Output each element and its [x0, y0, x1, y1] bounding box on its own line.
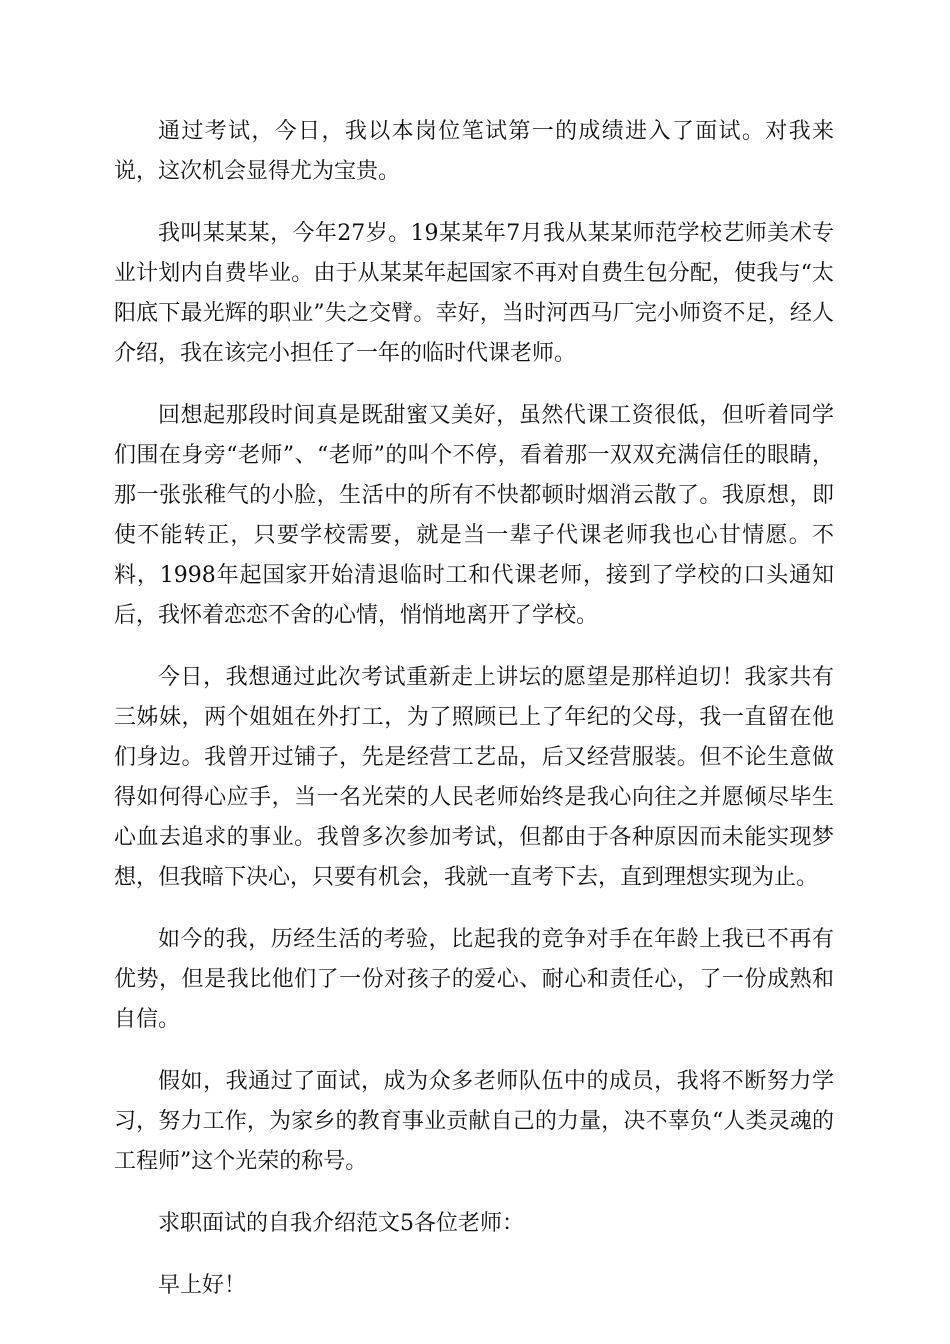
paragraph-self-introduction: 我叫某某某，今年27岁。19某某年7月我从某某师范学校艺师美术专业计划内自费毕业。由于从某某年起国家不再对自费生包分配，使我与“太阳底下最光辉的职业”失之交臂。幸好，当时河西马厂完小师资不足，经人介绍，我在该完小担任了一年的临时代课老师。	[114, 221, 834, 366]
paragraph-aspiration: 今日，我想通过此次考试重新走上讲坛的愿望是那样迫切！我家共有三姊妹，两个姐姐在外打工，为了照顾已上了年纪的父母，我一直留在他们身边。我曾开过铺子，先是经营工艺品，后又经营服装。但不论生意做得如何得心应手，当一名光荣的人民老师始终是我心向往之并愿倾尽毕生心血去追求的事业。我曾多次参加考试，但都由于各种原因而未能实现梦想，但我暗下决心，只要有机会，我就一直考下去，直到理想实现为止。	[114, 665, 834, 890]
paragraph-exam-result: 通过考试，今日，我以本岗位笔试第一的成绩进入了面试。对我来说，这次机会显得尤为宝贵。	[114, 119, 834, 184]
paragraph-greeting: 早上好！	[158, 1273, 247, 1298]
paragraph-teaching-memories: 回想起那段时间真是既甜蜜又美好，虽然代课工资很低，但听着同学们围在身旁“老师”、“老师”的叫个不停，看着那一双双充满信任的眼睛，那一张张稚气的小脸，生活中的所有不快都顿时烟消云散了。我原想，即使不能转正，只要学校需要，就是当一辈子代课老师我也心甘情愿。不料，1998年起国家开始清退临时工和代课老师，接到了学校的口头通知后，我怀着恋恋不舍的心情，悄悄地离开了学校。	[114, 403, 834, 628]
paragraph-sample-heading: 求职面试的自我介绍范文5各位老师：	[158, 1211, 524, 1236]
paragraph-strengths: 如今的我，历经生活的考验，比起我的竞争对手在年龄上我已不再有优势，但是我比他们了一份对孩子的爱心、耐心和责任心，了一份成熟和自信。	[114, 927, 834, 1032]
document-body	[114, 112, 834, 1328]
paragraph-commitment: 假如，我通过了面试，成为众多老师队伍中的成员，我将不断努力学习，努力工作，为家乡的教育事业贡献自己的力量，决不辜负“人类灵魂的工程师”这个光荣的称号。	[114, 1069, 834, 1174]
